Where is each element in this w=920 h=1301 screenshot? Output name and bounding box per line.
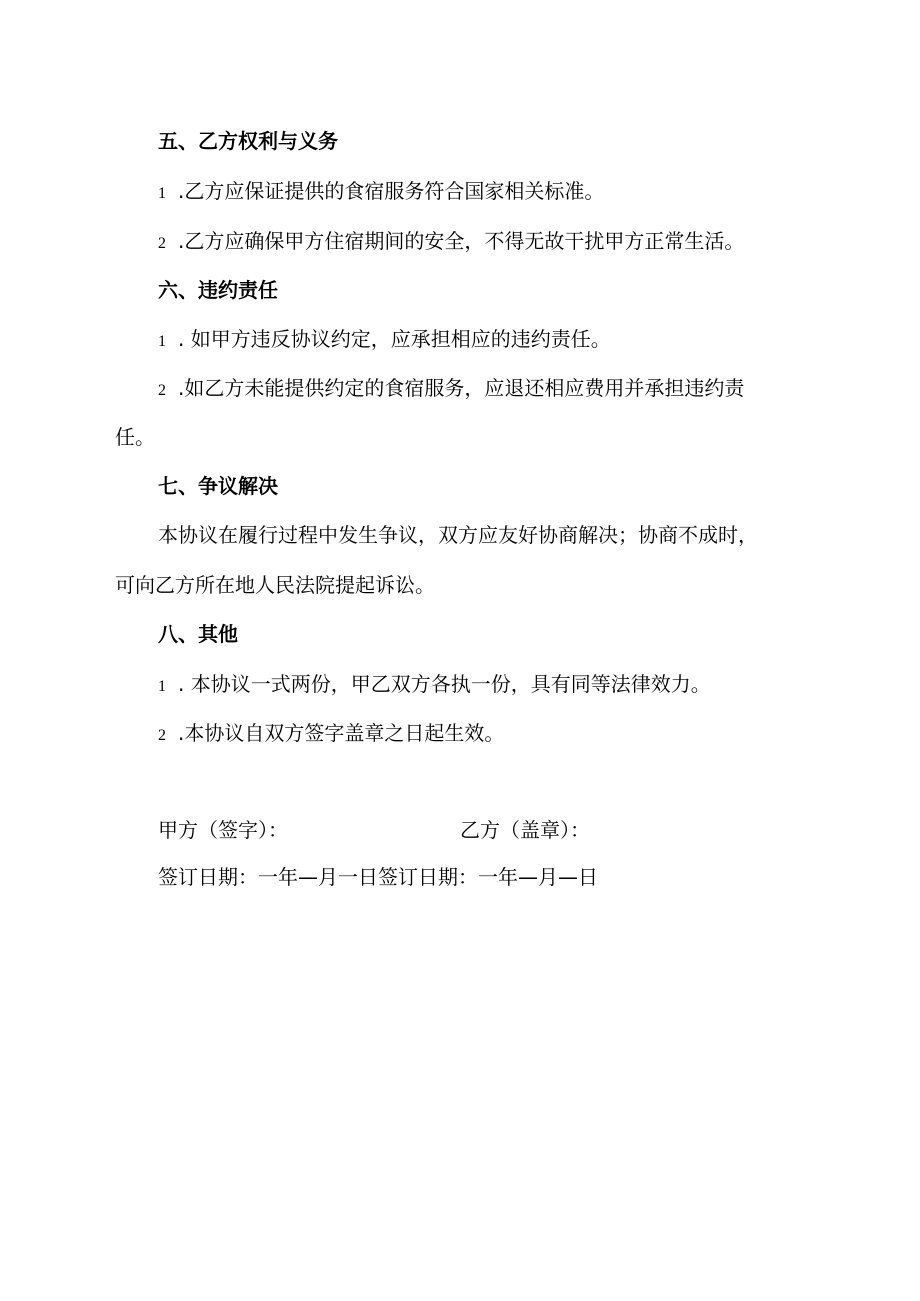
item-text: . 本协议一式两份，甲乙双方各执一份，具有同等法律效力。	[178, 672, 711, 696]
section-7-heading: 七、争议解决	[158, 474, 278, 498]
item-number: 2	[158, 382, 166, 399]
section-7-paragraph-line-2: 可向乙方所在地人民法院提起诉讼。	[115, 573, 435, 597]
item-text: . 如甲方违反协议约定，应承担相应的违约责任。	[178, 327, 611, 351]
section-7-paragraph-line-1: 本协议在履行过程中发生争议，双方应友好协商解决；协商不成时，	[158, 523, 758, 547]
item-text: .如乙方未能提供约定的食宿服务，应退还相应费用并承担违约责	[178, 376, 745, 400]
item-text: .乙方应确保甲方住宿期间的安全，不得无故干扰甲方正常生活。	[178, 229, 745, 253]
section-5-item-1	[158, 178, 604, 207]
item-number: 2	[158, 235, 166, 252]
section-6-heading: 六、违约责任	[158, 278, 278, 302]
section-5-heading: 五、乙方权利与义务	[158, 129, 338, 153]
section-8-item-2	[158, 720, 504, 749]
item-text: .本协议自双方签字盖章之日起生效。	[178, 721, 505, 745]
section-5-item-2	[158, 228, 744, 257]
section-8-item-1	[158, 671, 711, 700]
item-number: 1	[158, 678, 166, 695]
item-number: 1	[158, 333, 166, 350]
signing-dates: 签订日期：一年—月一日签订日期：一年—月—日	[158, 865, 598, 889]
item-number: 2	[158, 727, 166, 744]
section-6-item-1	[158, 326, 611, 355]
item-text: .乙方应保证提供的食宿服务符合国家相关标准。	[178, 179, 605, 203]
party-b-seal-label: 乙方（盖章）：	[460, 818, 590, 842]
party-a-signature-label: 甲方（签字）：	[158, 818, 288, 842]
section-8-heading: 八、其他	[158, 622, 238, 646]
section-6-item-2-continuation: 任。	[115, 425, 155, 449]
item-number: 1	[158, 185, 166, 202]
section-6-item-2	[158, 375, 744, 404]
